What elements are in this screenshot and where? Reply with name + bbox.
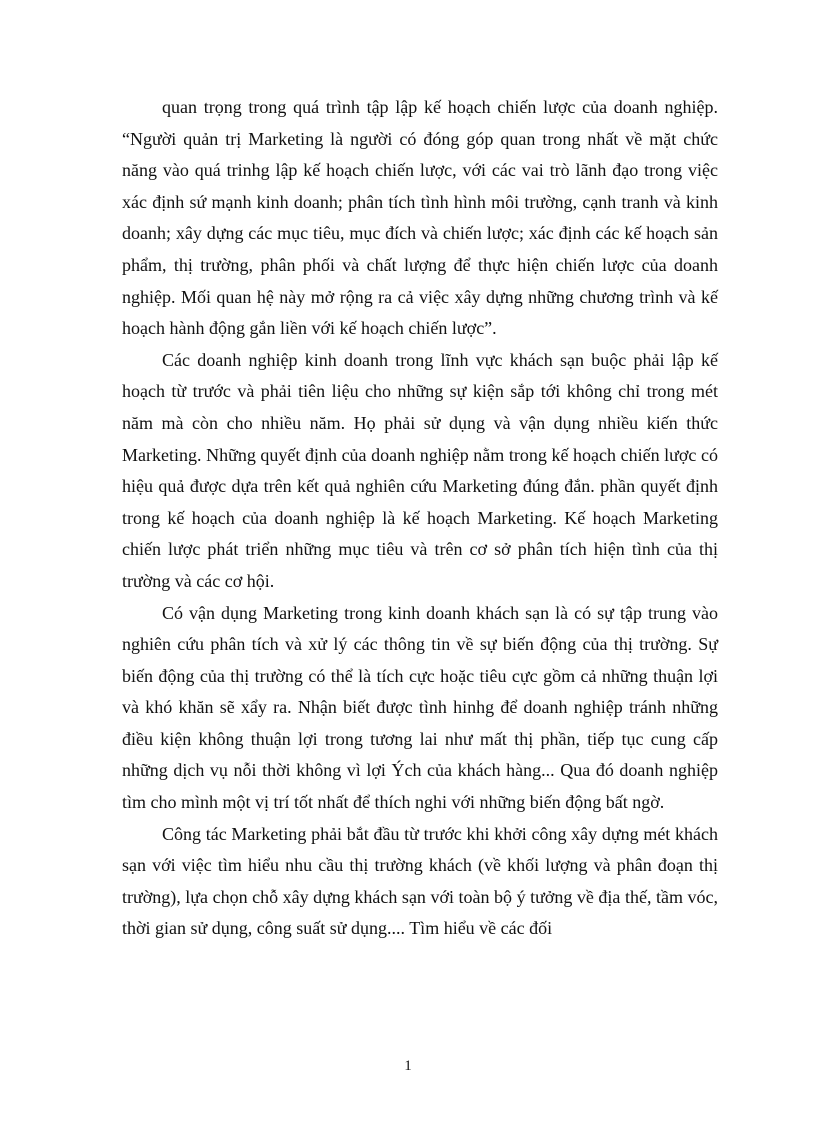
paragraph-1: quan trọng trong quá trình tập lập kế hoạch chiến lược của doanh nghiệp. “Người quản trị Marketing là người có đóng góp quan trong nhất về mặt chức năng vào quá trinhg lập kế hoạch chiến lược, với các vai trò lãnh đạo trong việc xác định sứ mạnh kinh doanh; phân tích tình hình môi trường, cạnh tranh và kinh doanh; xây dựng các mục tiêu, mục đích và chiến lược; xác định các kế hoạch sản phẩm, thị trường, phân phối và chất lượng để thực hiện chiến lược của doanh nghiệp. Mối quan hệ này mở rộng ra cả việc xây dựng những chương trình và kế hoạch hành động gắn liền với kế hoạch chiến lược”. bbox=[122, 97, 718, 339]
paragraph-4: Công tác Marketing phải bắt đầu từ trước khi khởi công xây dựng mét khách sạn với việc tìm hiểu nhu cầu thị trường khách (về khối lượng và phân đoạn thị trường), lựa chọn chỗ xây dựng khách sạn với toàn bộ ý tưởng về địa thế, tầm vóc, thời gian sử dụng, công suất sử dụng.... Tìm hiểu về các đối bbox=[122, 823, 718, 939]
body-text bbox=[122, 92, 718, 945]
paragraph-3: Có vận dụng Marketing trong kinh doanh khách sạn là có sự tập trung vào nghiên cứu phân tích và xử lý các thông tin về sự biến động của thị trường. Sự biến động của thị trường có thể là tích cực hoặc tiêu cực gồm cả những thuận lợi và khó khăn sẽ xẩy ra. Nhận biết được tình hinhg để doanh nghiệp tránh những điều kiện không thuận lợi trong tương lai như mất thị phần, tiếp tục cung cấp những dịch vụ nỗi thời không vì lợi Ých của khách hàng... Qua đó doanh nghiệp tìm cho mình một vị trí tốt nhất để thích nghi với những biến động bất ngờ. bbox=[122, 602, 718, 813]
page-number: 1 bbox=[404, 1058, 412, 1074]
paragraph-2: Các doanh nghiệp kinh doanh trong lĩnh vực khách sạn buộc phải lập kế hoạch từ trước và phải tiên liệu cho những sự kiện sắp tới không chỉ trong mét năm mà còn cho nhiều năm. Họ phải sử dụng và vận dụng nhiều kiến thức Marketing. Những quyết định của doanh nghiệp nằm trong kế hoạch chiến lược có hiệu quả được dựa trên kết quả nghiên cứu Marketing đúng đắn. phần quyết định trong kế hoạch của doanh nghiệp là kế hoạch Marketing. Kế hoạch Marketing chiến lược phát triển những mục tiêu và trên cơ sở phân tích hiện tình của thị trường và các cơ hội. bbox=[122, 349, 718, 591]
